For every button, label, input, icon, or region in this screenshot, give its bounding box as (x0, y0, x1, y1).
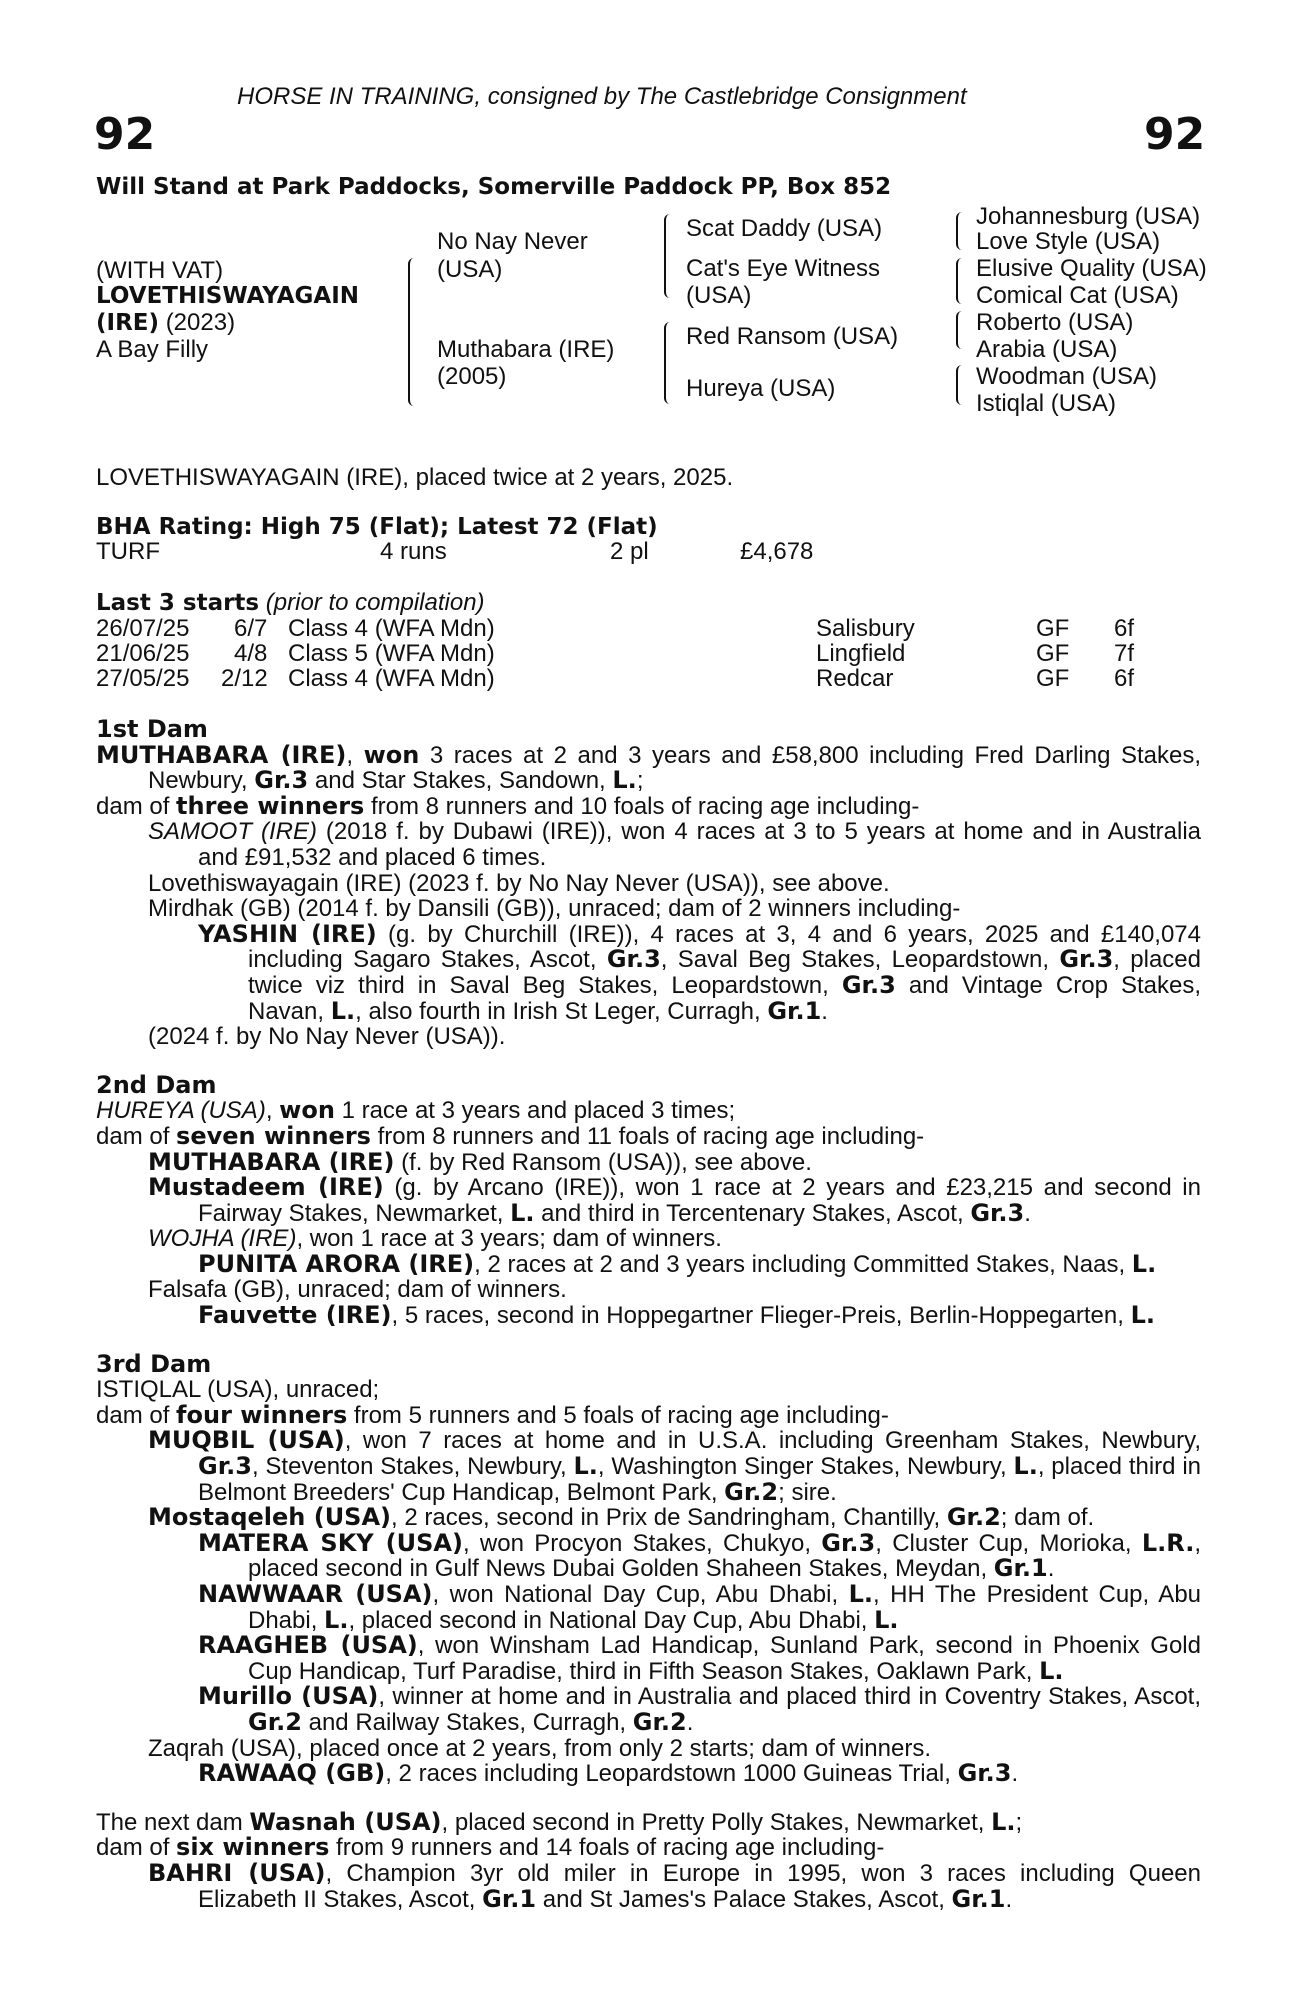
start-going: GF (1036, 665, 1070, 692)
pedigree-g5: Roberto (USA) (976, 309, 1134, 336)
lot-number-right: 92 (1144, 109, 1206, 160)
pedigree-dam-dam: Hureya (USA) (686, 375, 836, 402)
dam-entry: HUREYA (USA), won 1 race at 3 years and placed 3 times; (96, 1096, 736, 1125)
pedigree-sire: No Nay Never (437, 228, 588, 255)
pedigree-sire-dam: Cat's Eye Witness (686, 255, 880, 282)
horse-origin (96, 310, 235, 336)
produce-entry: (2024 f. by No Nay Never (USA)). (148, 1023, 506, 1051)
horse-description: A Bay Filly (96, 336, 209, 363)
produce-entry: RAWAAQ (GB), 2 races including Leopardstown 1000 Guineas Trial, Gr.3. (198, 1759, 1019, 1788)
produce-entry: MUQBIL (USA), won 7 races at home and in U.S.A. including Greenham Stakes, Newbury, Gr.3, Steventon Stakes, Newbury, L., Washington Singer Stakes, Newbury, L., placed third in Belmont Breeders' Cup Handicap, Belmont Park, Gr.2; sire. (148, 1426, 1201, 1506)
pedigree-g7: Woodman (USA) (976, 363, 1157, 390)
rating-surface: TURF (96, 538, 160, 565)
pedigree-g1: Johannesburg (USA) (976, 203, 1201, 230)
produce-entry: Mostaqeleh (USA), 2 races, second in Prix de Sandringham, Chantilly, Gr.2; dam of. (148, 1503, 1095, 1532)
produce-entry: Fauvette (IRE), 5 races, second in Hoppegartner Flieger-Preis, Berlin-Hoppegarten, L. (198, 1301, 1155, 1330)
pedigree-brace-sire (664, 214, 674, 298)
start-going: GF (1036, 640, 1070, 667)
start-going: GF (1036, 615, 1070, 642)
produce-entry: Zaqrah (USA), placed once at 2 years, from only 2 starts; dam of winners. (148, 1734, 931, 1762)
pedigree-g3: Elusive Quality (USA) (976, 255, 1207, 282)
stand-location: Will Stand at Park Paddocks, Somerville Paddock PP, Box 852 (96, 174, 892, 200)
rating-runs: 4 runs (380, 538, 447, 565)
horse-year: (2023) (165, 309, 236, 336)
consignment-header: HORSE IN TRAINING, consigned by The Castlebridge Consignment (237, 83, 967, 110)
start-course: Redcar (816, 665, 894, 692)
produce-entry: RAAGHEB (USA), won Winsham Lad Handicap, Sunland Park, second in Phoenix Gold Cup Handicap, Turf Paradise, third in Fifth Season Stakes, Oaklawn Park, L. (198, 1631, 1201, 1685)
produce-entry: WOJHA (IRE), won 1 race at 3 years; dam of winners. (148, 1225, 722, 1253)
horse-name: LOVETHISWAYAGAIN (96, 283, 360, 309)
pedigree-brace-g2 (956, 258, 964, 304)
start-distance: 7f (1114, 640, 1135, 667)
start-position: 2/12 (221, 665, 268, 692)
pedigree-brace-g3 (956, 311, 964, 349)
produce-summary: dam of six winners from 9 runners and 14 foals of racing age including- (96, 1833, 885, 1862)
produce-entry: SAMOOT (IRE) (2018 f. by Dubawi (IRE)), won 4 races at 3 to 5 years at home and in Australia and £91,532 and placed 6 times. (148, 818, 1201, 871)
produce-entry: YASHIN (IRE) (g. by Churchill (IRE)), 4 races at 3, 4 and 6 years, 2025 and £140,074 including Sagaro Stakes, Ascot, Gr.3, Saval Beg Stakes, Leopardstown, Gr.3, placed twice viz third in Saval Beg Stakes, Leopardstown, Gr.3 and Vintage Crop Stakes, Navan, L., also fourth in Irish St Leger, Curragh, Gr.1. (198, 919, 1202, 1025)
start-race: Class 5 (WFA Mdn) (288, 640, 495, 667)
pedigree-dam: Muthabara (IRE) (437, 336, 615, 363)
starts-note: (prior to compilation) (265, 589, 485, 616)
pedigree-g8: Istiqlal (USA) (976, 390, 1117, 417)
produce-entry: NAWWAAR (USA), won National Day Cup, Abu Dhabi, L., HH The President Cup, Abu Dhabi, L., placed second in National Day Cup, Abu Dhabi, L. (198, 1580, 1202, 1634)
start-date: 26/07/25 (96, 615, 190, 642)
produce-summary: dam of four winners from 5 runners and 5 foals of racing age including- (96, 1400, 889, 1429)
produce-summary: dam of three winners from 8 runners and 10 foals of racing age including- (96, 791, 920, 820)
starts-title: Last 3 starts (96, 590, 260, 616)
pedigree-dam-year: (2005) (437, 363, 507, 390)
start-course: Lingfield (816, 640, 906, 667)
pedigree-g2: Love Style (USA) (976, 228, 1161, 255)
horse-country: (IRE) (96, 310, 160, 336)
produce-entry: Lovethiswayagain (IRE) (2023 f. by No Nay Never (USA)), see above. (148, 869, 890, 897)
race-summary: LOVETHISWAYAGAIN (IRE), placed twice at 2 years, 2025. (96, 464, 734, 491)
produce-entry: Murillo (USA), winner at home and in Australia and placed third in Coventry Stakes, Ascot, Gr.2 and Railway Stakes, Curragh, Gr.2. (198, 1682, 1201, 1736)
pedigree-sire-country: (USA) (437, 256, 503, 283)
lot-number-left: 92 (94, 109, 156, 160)
pedigree-brace-dam (664, 322, 674, 404)
produce-entry: MATERA SKY (USA), won Procyon Stakes, Chukyo, Gr.3, Cluster Cup, Morioka, L.R., placed second in Gulf News Dubai Golden Shaheen Stakes, Meydan, Gr.1. (198, 1528, 1201, 1583)
dam-entry: MUTHABARA (IRE), won 3 races at 2 and 3 years and £58,800 including Fred Darling Stakes, Newbury, Gr.3 and Star Stakes, Sandown, L.; (96, 740, 1202, 795)
rating-placed: 2 pl (610, 538, 649, 565)
pedigree-sire-sire: Scat Daddy (USA) (686, 215, 883, 242)
produce-entry: Falsafa (GB), unraced; dam of winners. (148, 1276, 567, 1304)
dam-entry: ISTIQLAL (USA), unraced; (96, 1376, 380, 1404)
pedigree-g4: Comical Cat (USA) (976, 282, 1179, 309)
dam-entry: The next dam Wasnah (USA), placed second in Pretty Polly Stakes, Newmarket, L.; (96, 1807, 1023, 1836)
start-position: 6/7 (234, 615, 268, 642)
produce-entry: PUNITA ARORA (IRE), 2 races at 2 and 3 years including Committed Stakes, Naas, L. (198, 1249, 1157, 1278)
pedigree-g6: Arabia (USA) (976, 336, 1118, 363)
section-heading: 1st Dam (96, 715, 208, 743)
vat-label: (WITH VAT) (96, 257, 224, 284)
start-race: Class 4 (WFA Mdn) (288, 615, 495, 642)
start-distance: 6f (1114, 665, 1135, 692)
dam-sections (96, 717, 1201, 1912)
produce-entry: BAHRI (USA), Champion 3yr old miler in Europe in 1995, won 3 races including Queen Elizabeth II Stakes, Ascot, Gr.1 and St James's Palace Stakes, Ascot, Gr.1. (148, 1858, 1201, 1913)
starts-heading (96, 590, 485, 616)
section-heading: 3rd Dam (96, 1349, 212, 1378)
pedigree-dam-sire: Red Ransom (USA) (686, 323, 899, 350)
start-course: Salisbury (816, 615, 915, 642)
pedigree-brace-main (408, 258, 418, 406)
section-heading: 2nd Dam (96, 1070, 217, 1099)
pedigree-sire-dam-country: (USA) (686, 282, 752, 309)
start-date: 21/06/25 (96, 640, 190, 667)
start-position: 4/8 (234, 640, 268, 667)
produce-entry: Mirdhak (GB) (2014 f. by Dansili (GB)), unraced; dam of 2 winners including- (148, 895, 961, 923)
start-date: 27/05/25 (96, 665, 190, 692)
rating-earnings: £4,678 (740, 538, 814, 565)
produce-summary: dam of seven winners from 8 runners and 11 foals of racing age including- (96, 1121, 925, 1150)
bha-rating: BHA Rating: High 75 (Flat); Latest 72 (Flat) (96, 514, 658, 540)
produce-entry: MUTHABARA (IRE) (f. by Red Ransom (USA)), see above. (148, 1147, 812, 1176)
pedigree-brace-g4 (956, 365, 964, 405)
start-race: Class 4 (WFA Mdn) (288, 665, 495, 692)
pedigree-brace-g1 (956, 212, 964, 250)
produce-entry: Mustadeem (IRE) (g. by Arcano (IRE)), won 1 race at 2 years and £23,215 and second in Fairway Stakes, Newmarket, L. and third in Tercentenary Stakes, Ascot, Gr.3. (148, 1173, 1201, 1227)
start-distance: 6f (1114, 615, 1135, 642)
